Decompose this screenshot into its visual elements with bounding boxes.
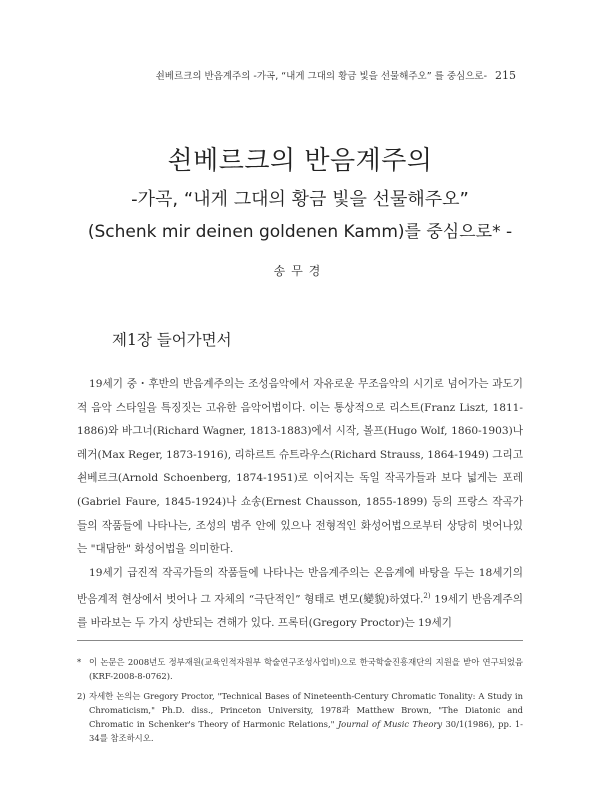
footnote-divider xyxy=(77,640,523,641)
paragraph-2 xyxy=(77,562,523,636)
paragraph-1: 19세기 중・후반의 반음계주의는 조성음악에서 자유로운 무조음악의 시기로 넘어가는 과도기적 음악 스타일을 특징짓는 고유한 음악어법이다. 이는 통상적으로 리스트(Franz Liszt, 1811-1886)와 바그너(Richard Wagner, 1813-1883)에서 시작, 볼프(Hugo Wolf, 1860-1903)나 레거(Max Reger, 1873-1916), 리하르트 슈트라우스(Richard Strauss, 1864-1949) 그리고 쇤베르크(Arnold Schoenberg, 1874-1951)로 이어지는 독일 작곡가들과 보다 넓게는 포레(Gabriel Faure, 1845-1924)나 쇼송(Ernest Chausson, 1855-1899) 등의 프랑스 작곡가들의 작품들에 나타나는, 조성의 범주 안에 있으나 전형적인 화성어법으로부터 상당히 벗어나있는 "대담한" 화성어법을 의미한다. xyxy=(77,378,523,556)
author-name: 송무경 xyxy=(273,264,327,278)
running-head xyxy=(156,68,516,82)
footnote-1 xyxy=(77,655,523,683)
paragraph-2-text-a: 19세기 급진적 작곡가들의 작품들에 나타나는 반음계주의는 온음계에 바탕을 두는 18세기의 반음계적 현상에서 벗어나 그 자체의 “극단적인” 형태로 변모(變貌)하였다. xyxy=(77,566,523,606)
footnote-1-text: 이 논문은 2008년도 정부재원(교육인적자원부 학술연구조성사업비)으로 한국학술진흥재단의 지원을 받아 연구되었음(KRF-2008-8-0762). xyxy=(89,657,523,681)
paper-title: 쇤베르크의 반음계주의 xyxy=(167,146,433,176)
paper-subtitle: -가곡, “내게 그대의 황금 빛을 선물해주오” xyxy=(131,189,469,210)
footnote-ref-2: 2) xyxy=(423,592,431,601)
running-head-text: 쇤베르크의 반음계주의 -가곡, “내게 그대의 황금 빛을 선물해주오” 를 중심으로- xyxy=(155,71,487,82)
page-number: 215 xyxy=(495,69,516,82)
body-text xyxy=(77,373,523,636)
footnote-2-text-b: 30/1(1986), pp. 1-34를 참조하시오. xyxy=(89,719,523,743)
section-heading: 제1장 들어가면서 xyxy=(112,331,232,349)
footnote-2-mark: 2) xyxy=(77,691,86,701)
footnote-2-text xyxy=(89,689,523,745)
title-block xyxy=(0,140,600,242)
footnote-1-mark: * xyxy=(77,657,82,667)
footnote-2 xyxy=(77,689,523,745)
paper-subtitle-german: (Schenk mir deinen goldenen Kamm)를 중심으로* - xyxy=(87,222,513,242)
footnote-2-text-a: 자세한 논의는 Gregory Proctor, "Technical Bases of Nineteenth-Century Chromatic Tonality: A Study in Chromaticism," Ph.D. diss., Princeton University, 1978과 Matthew Brown, "The Diatonic and Chromatic in Schenker's Theory of Harmonic Relations," xyxy=(89,691,523,729)
footnote-2-journal: Journal of Music Theory xyxy=(337,719,443,729)
footnotes xyxy=(77,655,523,751)
paragraph-2-text-b: 19세기 반음계주의를 바라보는 두 가지 상반되는 견해가 있다. 프록터(Gregory Proctor)는 19세기 xyxy=(77,593,523,630)
